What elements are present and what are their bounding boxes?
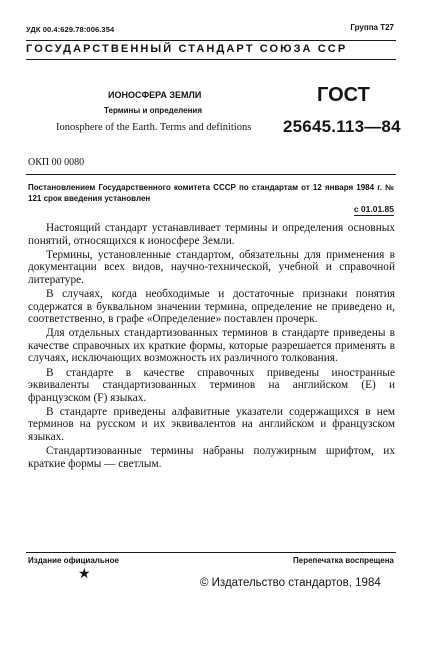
paragraph: Настоящий стандарт устанавливает термины и определения основных понятий, относящихся к ионосфере Земли. [28,222,395,247]
paragraph: Стандартизованные термины набраны полужирным шрифтом, их краткие формы — светлым. [28,445,395,470]
standard-subtitle-ru: Термины и определения [104,106,203,115]
paragraph: В стандарте в качестве справочных приведены иностранные эквиваленты стандартизованных терминов на английском (Е) и французском (F) языках. [28,366,395,404]
okp-code: ОКП 00 0080 [28,157,85,168]
official-edition-label: Издание официальное [28,556,119,565]
decree-text: Постановлением Государственного комитета СССР по стандартам от 12 января 1984 г. № 121 срок введения установлен [28,183,394,203]
decree-divider [26,174,396,175]
star-icon: ★ [78,567,91,582]
udk-code: УДК 00.4:629.78:006.354 [26,25,115,34]
standard-title-ru: ИОНОСФЕРА ЗЕМЛИ [108,90,202,100]
reprint-prohibited-label: Перепечатка воспрещена [293,556,394,565]
group-code: Группа Т27 [350,23,394,32]
effective-date: с 01.01.85 [353,204,394,214]
gost-label: ГОСТ [317,84,370,106]
gost-number: 25645.113—84 [283,117,401,136]
paragraph: В стандарте приведены алфавитные указатели содержащихся в нем терминов на русском и их эквивалентов на английском и французском языках. [28,405,395,443]
standard-title-en: Ionosphere of the Earth. Terms and definitions [56,122,252,133]
body-text [28,222,395,472]
top-divider [26,40,396,41]
publisher-copyright: © Издательство стандартов, 1984 [200,577,381,589]
state-standard-heading: ГОСУДАРСТВЕННЫЙ СТАНДАРТ СОЮЗА ССР [26,43,348,55]
heading-divider [26,59,396,60]
paragraph: В случаях, когда необходимые и достаточные признаки понятия содержатся в буквальном значении термина, определение не приведено и, соответственно, в графе «Определение» поставлен прочерк. [28,287,395,326]
footer-divider [26,552,396,553]
paragraph: Для отдельных стандартизованных терминов в стандарте приведены в качестве справочных их краткие формы, которые разрешается применять в случаях, исключающих возможность их различного толкования. [28,327,395,365]
paragraph: Термины, установленные стандартом, обязательны для применения в документации всех видов, научно-технической, учебной и справочной литературе. [28,248,395,286]
